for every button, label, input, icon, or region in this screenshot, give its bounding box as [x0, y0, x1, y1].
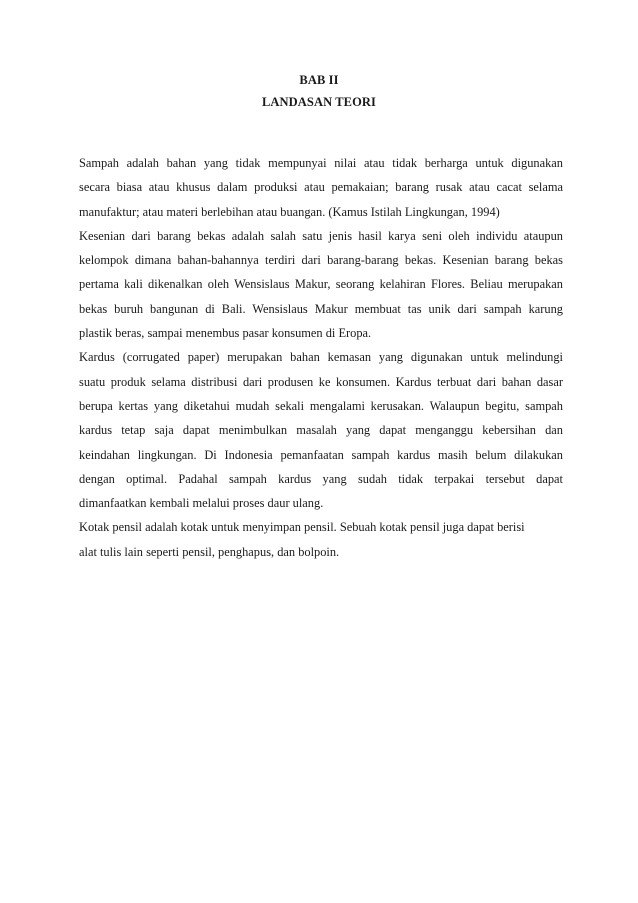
text-line: kelompok dimana bahan-bahannya terdiri dari barang-barang bekas. Kesenian barang bekas — [79, 253, 563, 268]
text-line: dimanfaatkan kembali melalui proses daur ulang. — [79, 496, 324, 511]
text-line: plastik beras, sampai menembus pasar konsumen di Eropa. — [79, 326, 372, 341]
text-line: Kardus (corrugated paper) merupakan bahan kemasan yang digunakan untuk melindungi — [79, 350, 563, 365]
text-line: keindahan lingkungan. Di Indonesia pemanfaatan sampah kardus masih belum dilakukan — [79, 447, 563, 462]
text-line: alat tulis lain seperti pensil, penghapus, dan bolpoin. — [79, 544, 340, 559]
text-line: kardus tetap saja dapat menimbulkan masalah yang dapat menganggu kebersihan dan — [79, 423, 563, 438]
text-line: Sampah adalah bahan yang tidak mempunyai nilai atau tidak berharga untuk digunakan — [79, 156, 563, 170]
text-line: secara biasa atau khusus dalam produksi atau pemakaian; barang rusak atau cacat selama — [79, 180, 563, 195]
text-line: pertama kali dikenalkan oleh Wensislaus Makur, seorang kelahiran Flores. Beliau merupakan — [79, 277, 563, 292]
text-line: suatu produk selama distribusi dari produsen ke konsumen. Kardus terbuat dari bahan dasar — [79, 374, 563, 389]
text-line: bekas buruh bangunan di Bali. Wensislaus Makur membuat tas unik dari sampah karung — [79, 301, 563, 316]
text-line: manufaktur; atau materi berlebihan atau buangan. (Kamus Istilah Lingkungan, 1994) — [79, 204, 500, 219]
text-line: dengan optimal. Padahal sampah kardus yang sudah tidak terpakai tersebut dapat — [79, 471, 563, 486]
text-line: Kesenian dari barang bekas adalah salah satu jenis hasil karya seni oleh individu ataupun — [79, 228, 563, 243]
body-text — [79, 151, 563, 564]
text-line: berupa kertas yang diketahui mudah sekali mengalami kerusakan. Walaupun begitu, sampah — [79, 398, 563, 413]
text-line: Kotak pensil adalah kotak untuk menyimpan pensil. Sebuah kotak pensil juga dapat berisi — [79, 520, 525, 535]
chapter-title: LANDASAN TEORI — [261, 95, 377, 109]
chapter-heading: BAB II — [299, 73, 339, 87]
